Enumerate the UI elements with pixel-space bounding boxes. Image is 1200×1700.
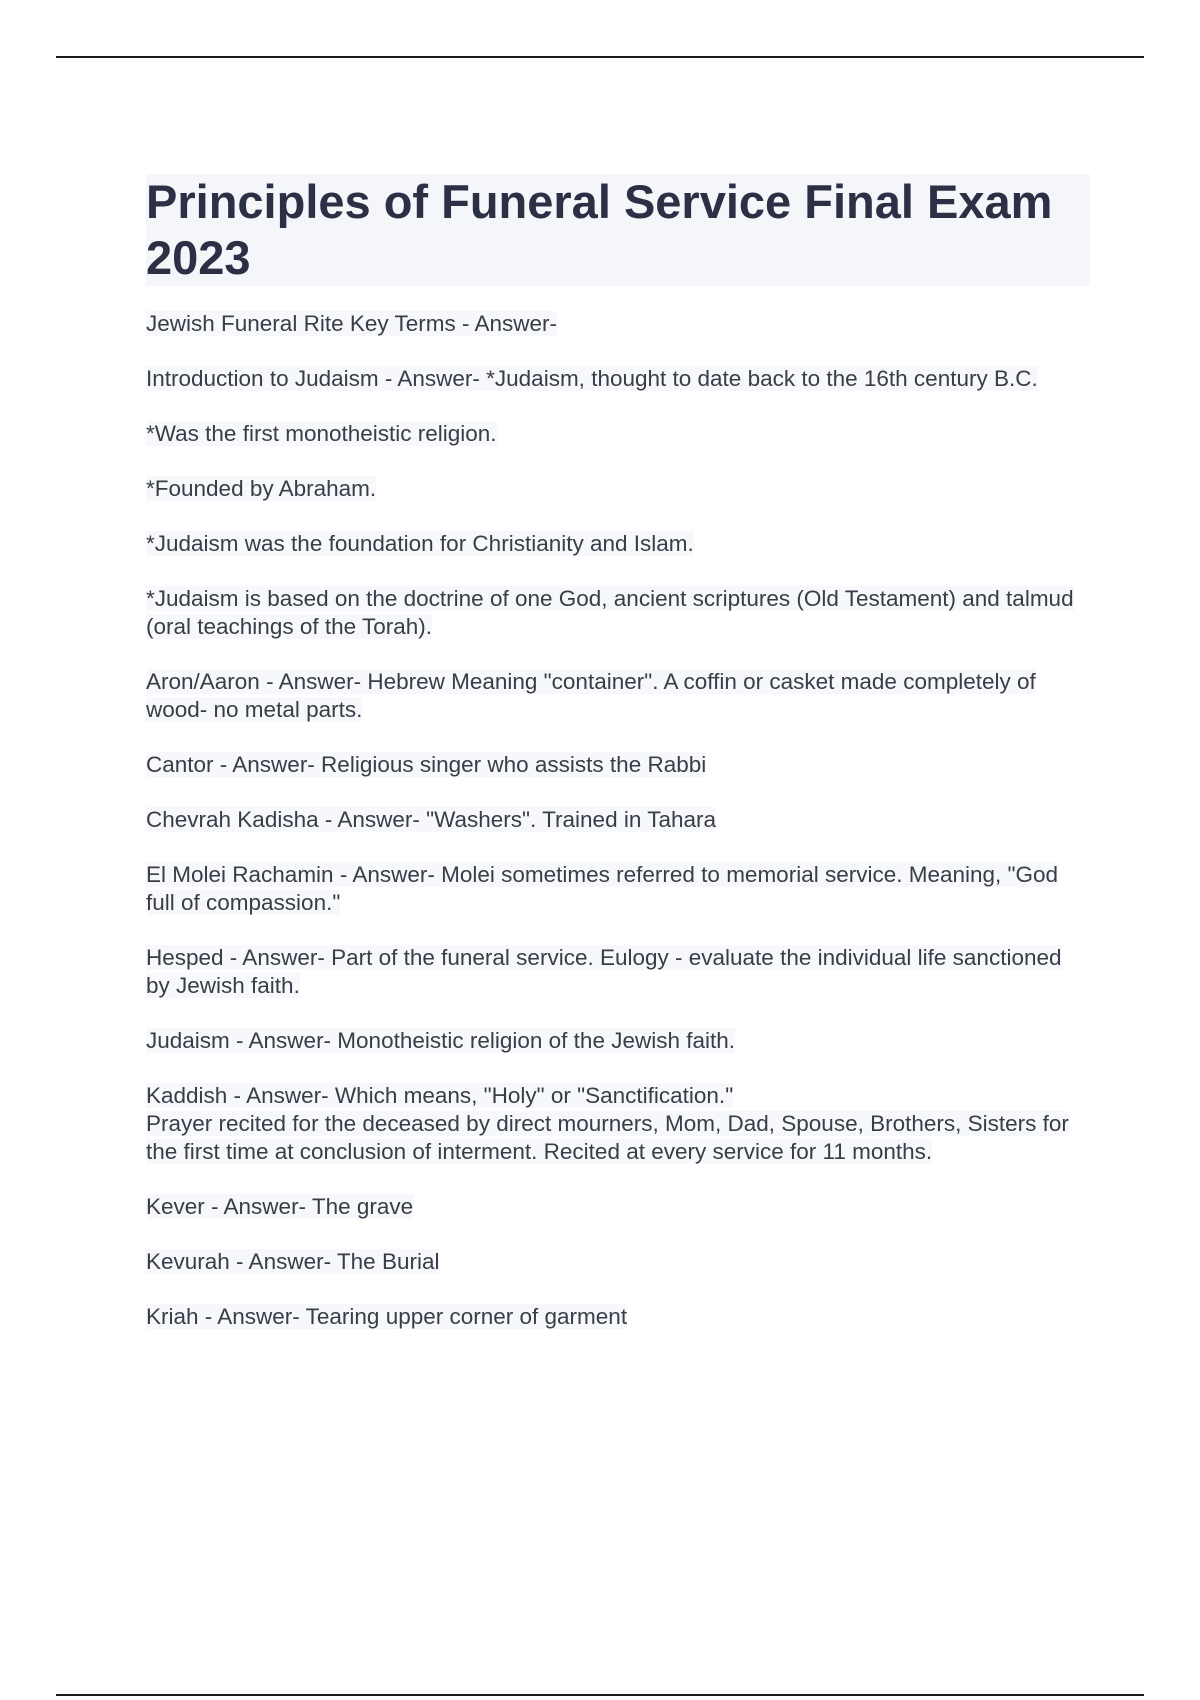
term-paragraph: [146, 420, 1090, 448]
term-paragraph: [146, 861, 1090, 917]
term-text: Judaism - Answer- Monotheistic religion of the Jewish faith.: [146, 1028, 736, 1053]
term-text: *Was the first monotheistic religion.: [146, 421, 497, 446]
term-text: Hesped - Answer- Part of the funeral service. Eulogy - evaluate the individual life sanctioned by Jewish faith.: [146, 945, 1062, 998]
term-text: Kevurah - Answer- The Burial: [146, 1249, 440, 1274]
page-title: Principles of Funeral Service Final Exam 2023: [146, 175, 1053, 284]
footer-rule: [56, 1694, 1144, 1696]
term-paragraph: [146, 806, 1090, 834]
term-text: El Molei Rachamin - Answer- Molei sometimes referred to memorial service. Meaning, "God full of compassion.": [146, 862, 1059, 915]
term-text: *Judaism was the foundation for Christianity and Islam.: [146, 531, 694, 556]
term-text: Kever - Answer- The grave: [146, 1194, 414, 1219]
term-paragraph: [146, 1193, 1090, 1221]
term-text: Cantor - Answer- Religious singer who assists the Rabbi: [146, 752, 707, 777]
term-text: Kaddish - Answer- Which means, "Holy" or "Sanctification.": [146, 1083, 734, 1108]
term-paragraph: [146, 668, 1090, 724]
term-paragraph: [146, 310, 1090, 338]
term-paragraph: [146, 751, 1090, 779]
term-text: Jewish Funeral Rite Key Terms - Answer-: [146, 311, 557, 336]
document-body: [146, 310, 1090, 1358]
term-paragraph: [146, 1303, 1090, 1331]
term-paragraph: [146, 1248, 1090, 1276]
term-text: Introduction to Judaism - Answer- *Judaism, thought to date back to the 16th century B.C.: [146, 366, 1038, 391]
header-rule: [56, 56, 1144, 58]
title-block: [146, 174, 1090, 286]
term-paragraph: [146, 365, 1090, 393]
term-text: *Judaism is based on the doctrine of one God, ancient scriptures (Old Testament) and talmud (oral teachings of the Torah).: [146, 586, 1074, 639]
term-paragraph: [146, 944, 1090, 1000]
term-paragraph: [146, 1082, 1090, 1166]
term-paragraph: [146, 1027, 1090, 1055]
term-paragraph: [146, 530, 1090, 558]
term-paragraph: [146, 475, 1090, 503]
term-text: Aron/Aaron - Answer- Hebrew Meaning "container". A coffin or casket made completely of wood- no metal parts.: [146, 669, 1036, 722]
term-paragraph: [146, 585, 1090, 641]
term-text: Chevrah Kadisha - Answer- "Washers". Trained in Tahara: [146, 807, 716, 832]
term-text: *Founded by Abraham.: [146, 476, 377, 501]
term-continuation: Prayer recited for the deceased by direct mourners, Mom, Dad, Spouse, Brothers, Sisters for the first time at conclusion of interment. Recited at every service for 11 months.: [146, 1111, 1069, 1164]
term-text: Kriah - Answer- Tearing upper corner of garment: [146, 1304, 628, 1329]
